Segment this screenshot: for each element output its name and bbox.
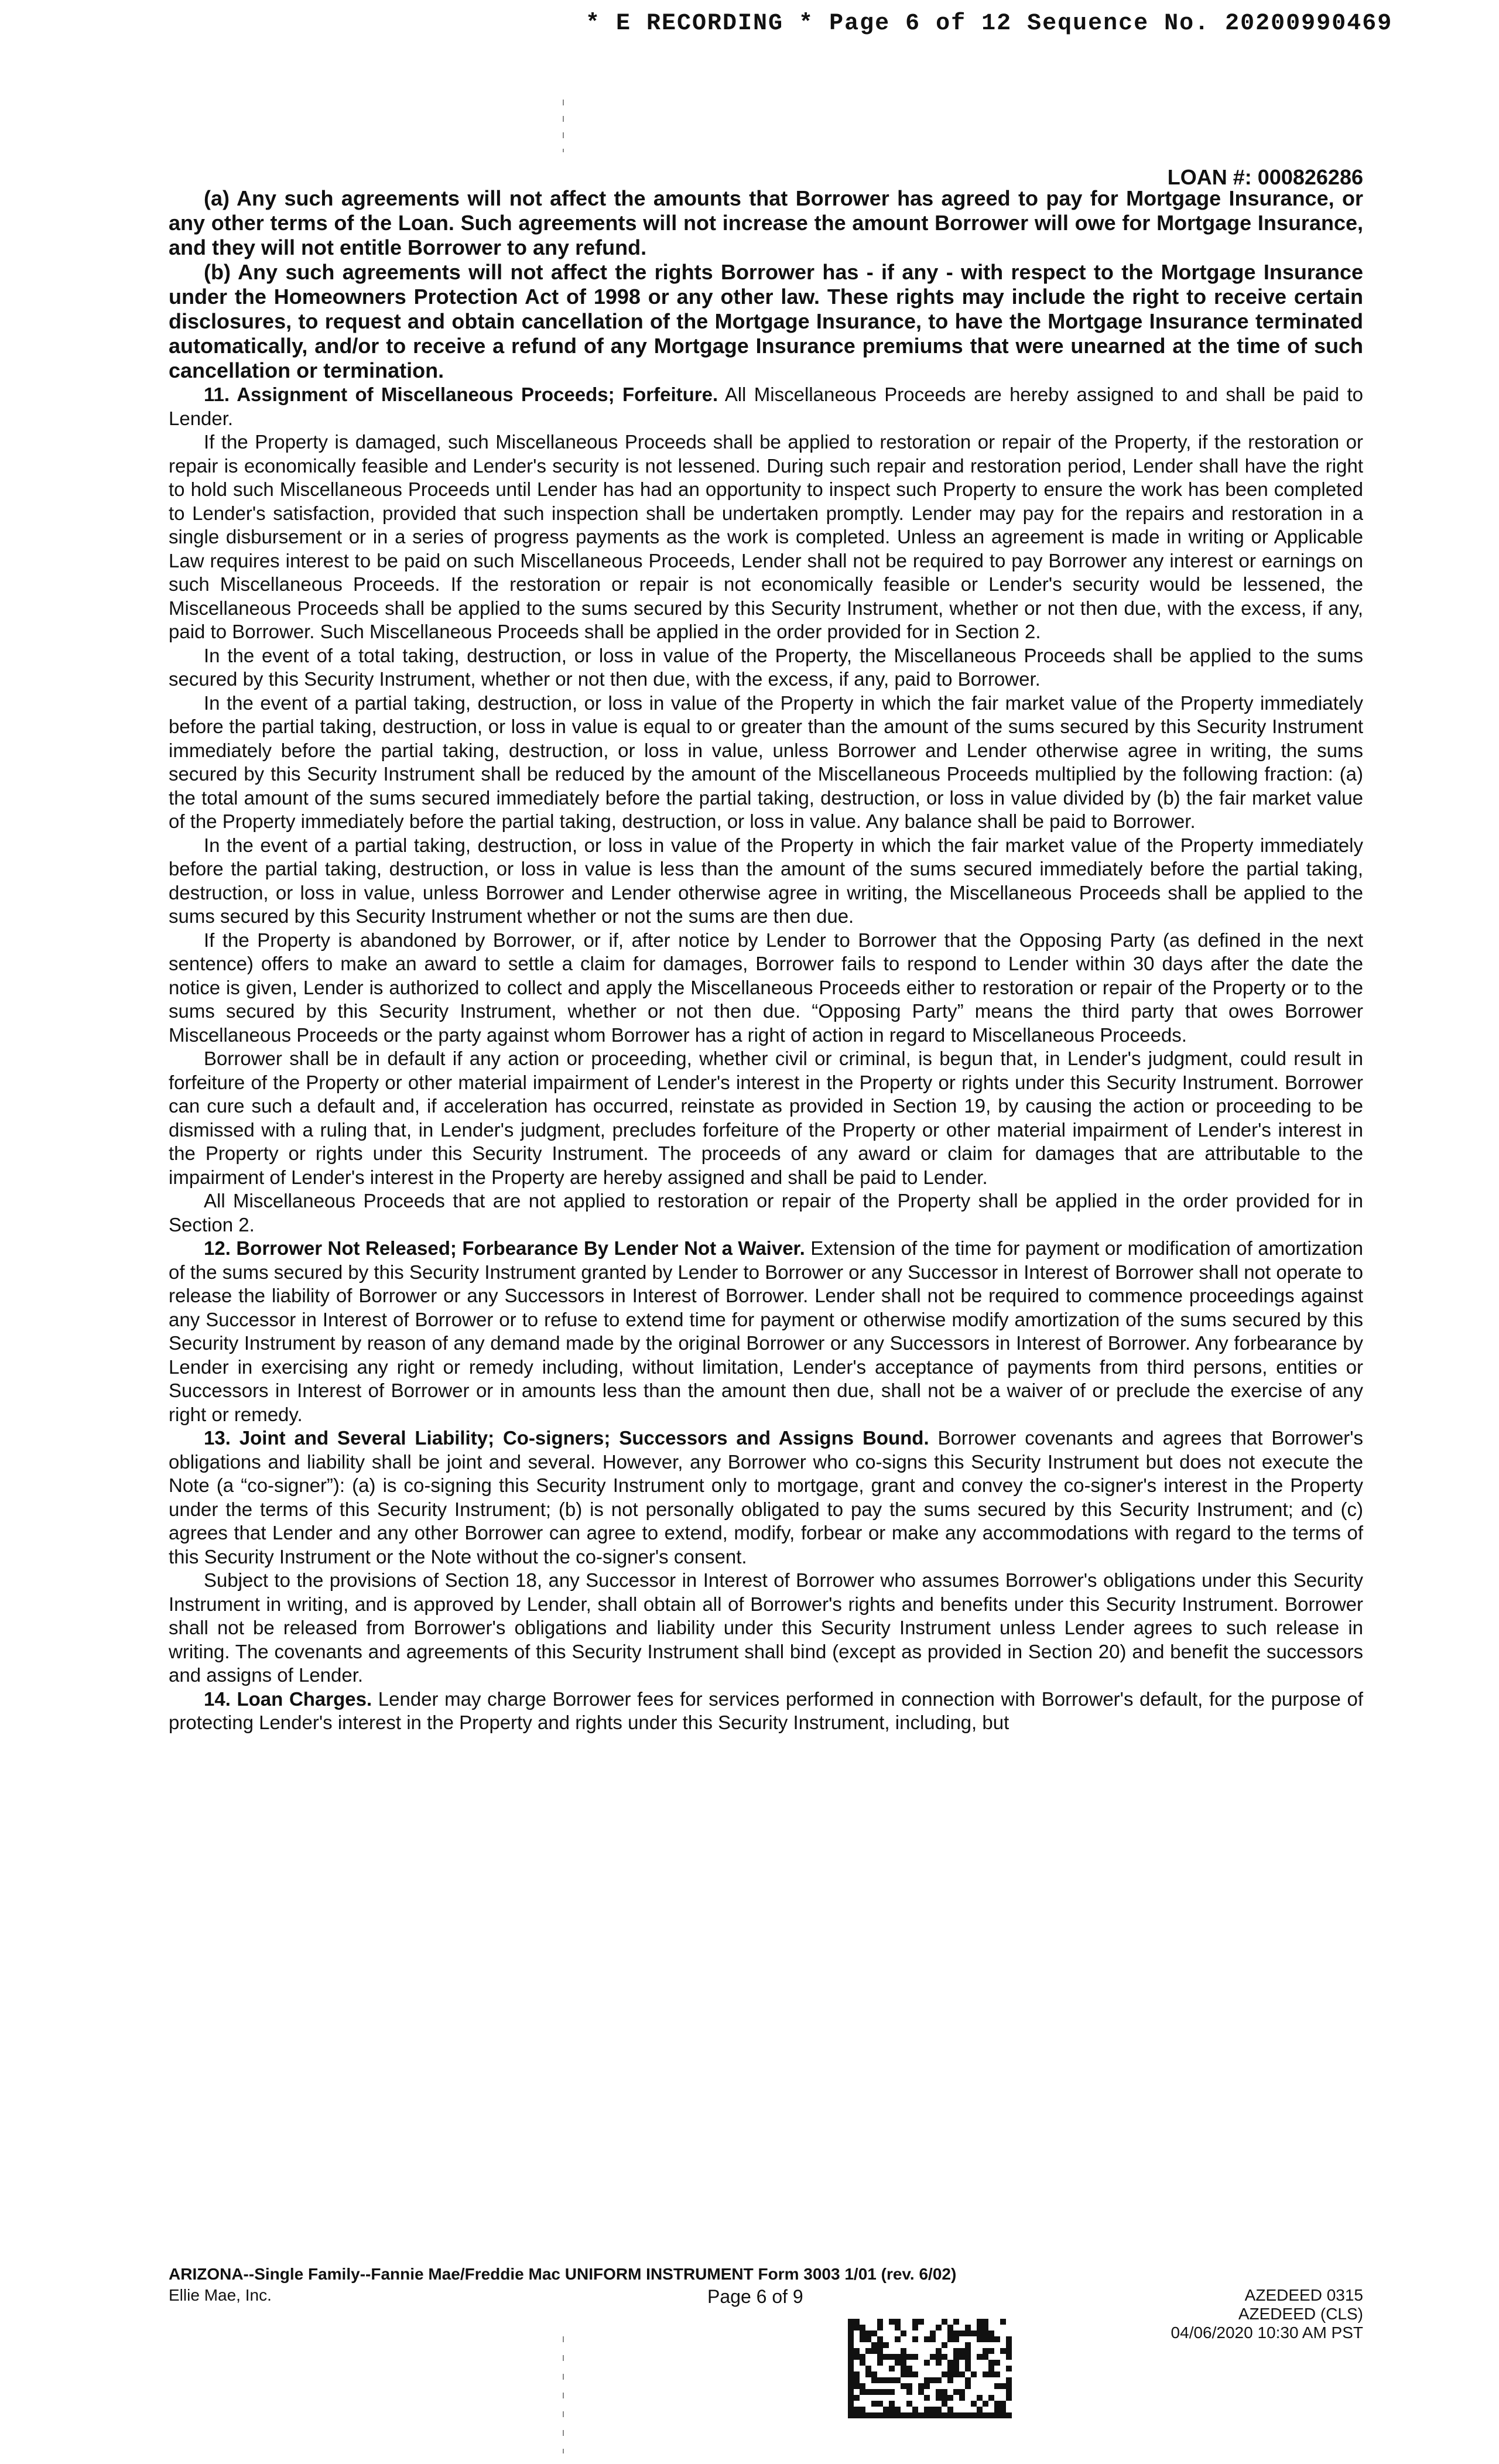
paragraph-text: In the event of a partial taking, destruction, or loss in value of the Property in which the fair market value of the Property immediately before the partial taking, destruction, or loss in value is less than the amount of the sums secured immediately before the partial taking, destruction, or loss in value, unless Borrower and Lender otherwise agree in writing, the Miscellaneous Proceeds shall be applied to the sums secured by this Security Instrument whether or not the sums are then due. (169, 834, 1363, 927)
paragraph (169, 383, 1363, 430)
paragraph (169, 644, 1363, 692)
paragraph-text: If the Property is abandoned by Borrower, or if, after notice by Lender to Borrower that the Opposing Party (as defined in the next sentence) offers to make an award to settle a claim for damages, Borrower fails to respond to Lender within 30 days after the date the notice is given, Lender is authorized to collect and apply the Miscellaneous Proceeds either to restoration or repair of the Property or to the sums secured by this Security Instrument, whether or not then due. “Opposing Party” means the third party that owes Borrower Miscellaneous Proceeds or the party against whom Borrower has a right of action in regard to Miscellaneous Proceeds. (169, 929, 1363, 1046)
paragraph (169, 260, 1363, 383)
paragraph (169, 186, 1363, 260)
barcode-2d (848, 2319, 1012, 2418)
paragraph-text: (b) Any such agreements will not affect the rights Borrower has - if any - with respect to the Mortgage Insurance under the Homeowners Protection Act of 1998 or any other law. These rights may include the right to receive certain disclosures, to request and obtain cancellation of the Mortgage Insurance, to have the Mortgage Insurance terminated automatically, and/or to receive a refund of any Mortgage Insurance premiums that were unearned at the time of such cancellation or termination. (169, 260, 1363, 382)
paragraph (169, 1237, 1363, 1426)
paragraph-text: In the event of a partial taking, destruction, or loss in value of the Property in which the fair market value of the Property immediately before the partial taking, destruction, or loss in value is equal to or greater than the amount of the sums secured by this Security Instrument immediately before the partial taking, destruction, or loss in value, unless Borrower and Lender otherwise agree in writing, the sums secured by this Security Instrument shall be reduced by the amount of the Miscellaneous Proceeds multiplied by the following fraction: (a) the total amount of the sums secured immediately before the partial taking, destruction, or loss in value divided by (b) the fair market value of the Property immediately before the partial taking, destruction, or loss in value. Any balance shall be paid to Borrower. (169, 692, 1363, 832)
scan-tick-marks (562, 100, 564, 152)
print-timestamp: 04/06/2020 10:30 AM PST (1171, 2323, 1363, 2342)
paragraph (169, 1189, 1363, 1237)
paragraph (169, 692, 1363, 834)
form-codes (1171, 2286, 1363, 2342)
paragraph-text: If the Property is damaged, such Miscellaneous Proceeds shall be applied to restoration or repair of the Property, if the restoration or repair is economically feasible and Lender's security is not lessened. During such repair and restoration period, Lender shall have the right to hold such Miscellaneous Proceeds until Lender has had an opportunity to inspect such Property to ensure the work has been completed to Lender's satisfaction, provided that such inspection shall be undertaken promptly. Lender may pay for the repairs and restoration in a single disbursement or in a series of progress payments as the work is completed. Unless an agreement is made in writing or Applicable Law requires interest to be paid on such Miscellaneous Proceeds, Lender shall not be required to pay Borrower any interest or earnings on such Miscellaneous Proceeds. If the restoration or repair is not economically feasible or Lender's security would be lessened, the Miscellaneous Proceeds shall be applied to the sums secured by this Security Instrument, whether or not then due, with the excess, if any, paid to Borrower. Such Miscellaneous Proceeds shall be applied in the order provided for in Section 2. (169, 431, 1363, 642)
paragraph-text: Borrower covenants and agrees that Borrower's obligations and liability shall be joint and several. However, any Borrower who co-signs this Security Instrument but does not execute the Note (a “co-signer”): (a) is co-signing this Security Instrument only to mortgage, grant and convey the co-signer's interest in the Property under the terms of this Security Instrument; (b) is not personally obligated to pay the sums secured by this Security Instrument; and (c) agrees that Lender and any other Borrower can agree to extend, modify, forbear or make any accommodations with regard to the terms of this Security Instrument or the Note without the co-signer's consent. (169, 1427, 1363, 1568)
form-title: ARIZONA--Single Family--Fannie Mae/Freddie Mac UNIFORM INSTRUMENT Form 3003 1/01 (rev. 6/02) (169, 2265, 957, 2283)
section-heading: 13. Joint and Several Liability; Co-signers; Successors and Assigns Bound. (204, 1427, 929, 1449)
paragraph-text: All Miscellaneous Proceeds are hereby assigned to and shall be paid to Lender. (169, 384, 1363, 429)
paragraph (169, 430, 1363, 644)
page-number: Page 6 of 9 (707, 2286, 803, 2307)
paragraph-text: Extension of the time for payment or modification of amortization of the sums secured by this Security Instrument granted by Lender to Borrower or any Successor in Interest of Borrower shall not operate to release the liability of Borrower or any Successors in Interest of Borrower. Lender shall not be required to commence proceedings against any Successor in Interest of Borrower or to refuse to extend time for payment or otherwise modify amortization of the sums secured by this Security Instrument by reason of any demand made by the original Borrower or any Successors in Interest of Borrower. Any forbearance by Lender in exercising any right or remedy including, without limitation, Lender's acceptance of payments from third persons, entities or Successors in Interest of Borrower or in amounts less than the amount then due, shall not be a waiver of or preclude the exercise of any right or remedy. (169, 1237, 1363, 1425)
recording-header: * E RECORDING * Page 6 of 12 Sequence No. 20200990469 (586, 11, 1393, 37)
section-heading: 11. Assignment of Miscellaneous Proceeds; Forfeiture. (204, 384, 718, 405)
form-code-cls: AZEDEED (CLS) (1238, 2305, 1363, 2323)
paragraph-text: In the event of a total taking, destruction, or loss in value of the Property, the Miscellaneous Proceeds shall be applied to the sums secured by this Security Instrument, whether or not then due, with the excess, if any, paid to Borrower. (169, 644, 1363, 690)
company-name: Ellie Mae, Inc. (169, 2286, 272, 2304)
paragraph (169, 834, 1363, 929)
paragraph-text: Subject to the provisions of Section 18, any Successor in Interest of Borrower who assumes Borrower's obligations under this Security Instrument in writing, and is approved by Lender, shall obtain all of Borrower's rights and benefits under this Security Instrument. Borrower shall not be released from Borrower's obligations and liability under this Security Instrument unless Lender agrees to such release in writing. The covenants and agreements of this Security Instrument shall bind (except as provided in Section 20) and benefit the successors and assigns of Lender. (169, 1569, 1363, 1686)
scan-tick-marks-bottom (562, 2336, 564, 2453)
paragraph-text: Borrower shall be in default if any action or proceeding, whether civil or criminal, is begun that, in Lender's judgment, could result in forfeiture of the Property or other material impairment of Lender's interest in the Property or rights under this Security Instrument. Borrower can cure such a default and, if acceleration has occurred, reinstate as provided in Section 19, by causing the action or proceeding to be dismissed with a ruling that, in Lender's judgment, precludes forfeiture of the Property or other material impairment of Lender's interest in the Property or rights under this Security Instrument. The proceeds of any award or claim for damages that are attributable to the impairment of Lender's interest in the Property are hereby assigned and shall be paid to Lender. (169, 1048, 1363, 1188)
paragraph-text: Lender may charge Borrower fees for services performed in connection with Borrower's default, for the purpose of protecting Lender's interest in the Property and rights under this Security Instrument, including, but (169, 1688, 1363, 1733)
paragraph-text: (a) Any such agreements will not affect the amounts that Borrower has agreed to pay for Mortgage Insurance, or any other terms of the Loan. Such agreements will not increase the amount Borrower will owe for Mortgage Insurance, and they will not entitle Borrower to any refund. (169, 186, 1363, 259)
section-heading: 12. Borrower Not Released; Forbearance By Lender Not a Waiver. (204, 1237, 805, 1259)
paragraph (169, 1426, 1363, 1569)
loan-number: LOAN #: 000826286 (1167, 165, 1363, 189)
form-code: AZEDEED 0315 (1244, 2286, 1363, 2304)
paragraph (169, 929, 1363, 1048)
paragraph-text: All Miscellaneous Proceeds that are not applied to restoration or repair of the Property shall be applied in the order provided for in Section 2. (169, 1190, 1363, 1236)
paragraph (169, 1047, 1363, 1189)
document-body (169, 186, 1363, 1735)
paragraph (169, 1569, 1363, 1688)
paragraph (169, 1688, 1363, 1735)
section-heading: 14. Loan Charges. (204, 1688, 372, 1710)
